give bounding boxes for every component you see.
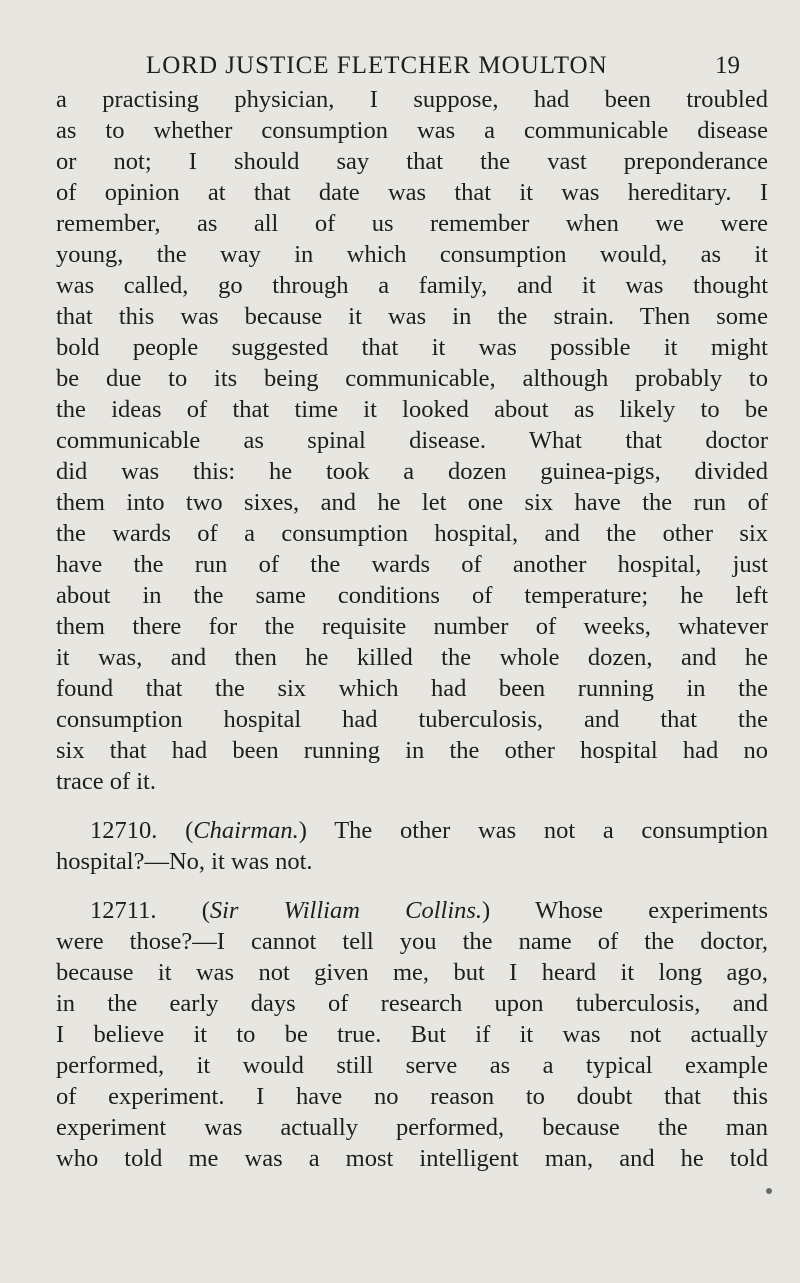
text-line: hospital?—No, it was not. [56,848,313,875]
text-line: found that the six which had been running in the [56,675,768,702]
text-line: trace of it. [56,768,156,795]
paragraph-question-12711 [56,895,768,1174]
question-number: 12711. [90,897,157,924]
text-line: young, the way in which consumption would, as it [56,241,768,268]
text-line: bold people suggested that it was possible it might [56,334,768,361]
text-line: I believe it to be true. But if it was not actually [56,1021,768,1048]
text-line: were those?—I cannot tell you the name of the doctor, [56,928,768,955]
text-line: performed, it would still serve as a typical example [56,1052,768,1079]
text-line: or not; I should say that the vast preponderance [56,148,768,175]
body-text [56,84,768,1192]
text-line: the ideas of that time it looked about as likely to be [56,396,768,423]
question-speaker: (Chairman.) [185,817,307,844]
text-line: be due to its being communicable, although probably to [56,365,768,392]
question-number: 12710. [90,817,158,844]
text-line: of experiment. I have no reason to doubt that this [56,1083,768,1110]
page-number: 19 [715,52,740,79]
question-text: The other was not a consumption [334,817,768,844]
text-line: in the early days of research upon tuberculosis, and [56,990,768,1017]
text-line: who told me was a most intelligent man, and he told [56,1145,768,1172]
question-text: Whose experiments [535,897,768,924]
text-line: six that had been running in the other hospital had no [56,737,768,764]
text-line: that this was because it was in the strain. Then some [56,303,768,330]
text-line: of opinion at that date was that it was hereditary. I [56,179,768,206]
text-line: was called, go through a family, and it was thought [56,272,768,299]
text-line: as to whether consumption was a communicable disease [56,117,768,144]
text-line: the wards of a consumption hospital, and the other six [56,520,768,547]
text-line: about in the same conditions of temperature; he left [56,582,768,609]
text-line: consumption hospital had tuberculosis, and that the [56,706,768,733]
text-line: did was this: he took a dozen guinea-pigs, divided [56,458,768,485]
text-line: them there for the requisite number of weeks, whatever [56,613,768,640]
question-speaker: (Sir William Collins.) [201,897,491,924]
text-line: have the run of the wards of another hospital, just [56,551,768,578]
text-line: because it was not given me, but I heard it long ago, [56,959,768,986]
running-title: LORD JUSTICE FLETCHER MOULTON [146,52,608,79]
text-line: communicable as spinal disease. What that doctor [56,427,768,454]
question-first-line [56,815,768,846]
paragraph-question-12710 [56,815,768,877]
text-line: them into two sixes, and he let one six have the run of [56,489,768,516]
paragraph-testimony [56,84,768,797]
text-line: remember, as all of us remember when we were [56,210,768,237]
question-first-line [56,895,768,926]
text-line: it was, and then he killed the whole dozen, and he [56,644,768,671]
margin-speck [766,1188,772,1194]
text-line: experiment was actually performed, because the man [56,1114,768,1141]
text-line: a practising physician, I suppose, had been troubled [56,86,768,113]
